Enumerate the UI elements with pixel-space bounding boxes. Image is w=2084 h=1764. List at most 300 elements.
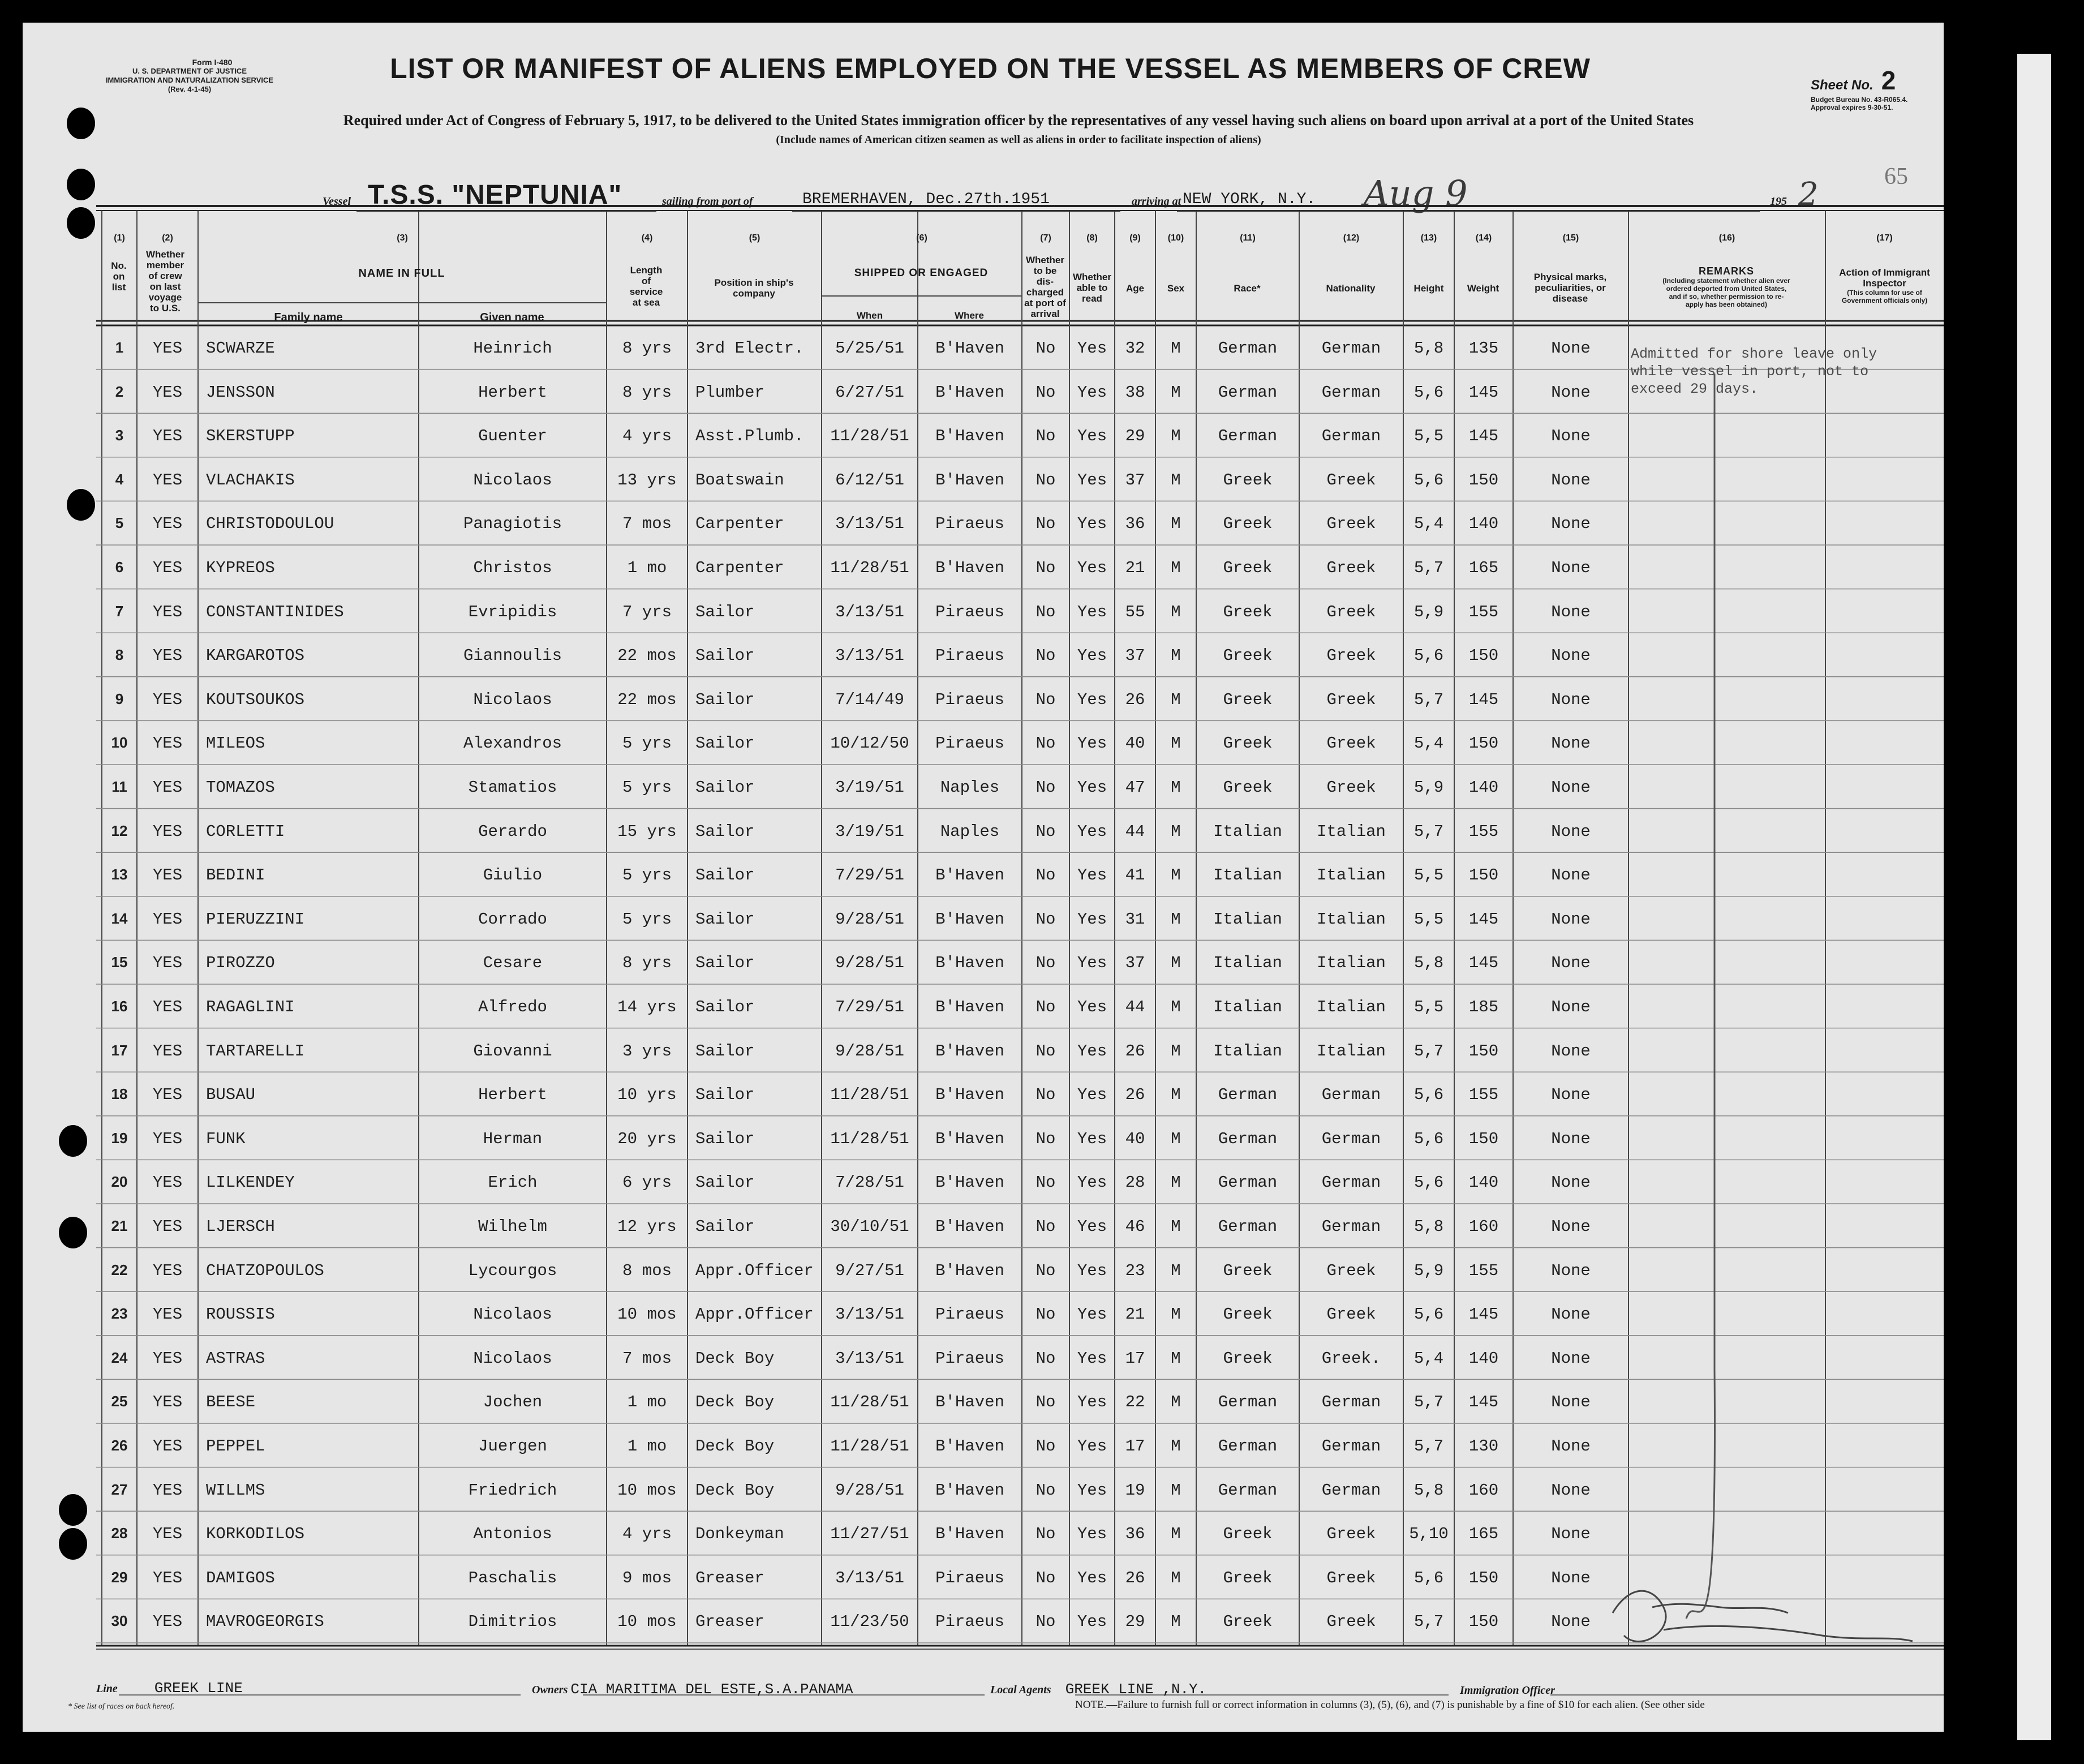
given-name: Corrado: [478, 909, 547, 929]
shipped-where: Piraeus: [935, 1568, 1004, 1587]
physical-marks: None: [1551, 1437, 1591, 1456]
age: 17: [1125, 1349, 1145, 1368]
length-of-service: 12 yrs: [617, 1217, 677, 1236]
age: 36: [1125, 514, 1145, 534]
age: 37: [1125, 470, 1145, 490]
shipped-where: Naples: [940, 822, 1000, 841]
shipped-when: 3/19/51: [835, 778, 904, 797]
age: 36: [1125, 1525, 1145, 1544]
family-name: BEESE: [206, 1393, 256, 1412]
weight: 155: [1468, 822, 1499, 841]
table-row: [23, 593, 1944, 636]
arriving-port: NEW YORK, N.Y.: [1183, 191, 1316, 208]
last-voyage: YES: [152, 866, 183, 885]
table-row: [23, 900, 1944, 943]
manifest-sheet: [23, 23, 1944, 1732]
position: Sailor: [695, 822, 755, 841]
position: Deck Boy: [695, 1480, 775, 1500]
weight: 140: [1468, 1173, 1499, 1192]
physical-marks: None: [1551, 646, 1591, 666]
height: 5,9: [1413, 602, 1444, 621]
last-voyage: YES: [152, 1085, 183, 1105]
weight: 165: [1468, 559, 1499, 577]
family-name: MAVROGEORGIS: [206, 1612, 324, 1632]
able-to-read: Yes: [1077, 470, 1107, 490]
physical-marks: None: [1551, 1349, 1591, 1368]
race: Greek: [1223, 470, 1273, 490]
shipped-where: Piraeus: [935, 1305, 1004, 1324]
given-name: Gerardo: [478, 822, 547, 841]
nationality: German: [1321, 1217, 1381, 1236]
discharged: No: [1035, 339, 1056, 358]
last-voyage: YES: [152, 514, 183, 534]
last-voyage: YES: [152, 690, 183, 709]
able-to-read: Yes: [1077, 734, 1107, 753]
last-voyage: YES: [152, 559, 183, 577]
physical-marks: None: [1551, 1305, 1591, 1324]
shipped-when: 9/28/51: [835, 1480, 904, 1500]
agents-value: GREEK LINE ,N.Y.: [1065, 1681, 1207, 1698]
shipped-when: 11/27/51: [830, 1525, 909, 1544]
race: German: [1218, 1085, 1278, 1105]
table-row: [23, 680, 1944, 723]
sex: M: [1171, 690, 1181, 709]
race: German: [1218, 427, 1278, 446]
age: 40: [1125, 1129, 1145, 1148]
weight: 150: [1468, 734, 1499, 753]
sheet-number: 2: [1881, 66, 1896, 95]
race: German: [1218, 1480, 1278, 1500]
able-to-read: Yes: [1077, 1305, 1107, 1324]
discharged: No: [1035, 1085, 1056, 1105]
height: 5,6: [1413, 1085, 1444, 1105]
able-to-read: Yes: [1077, 1349, 1107, 1368]
discharged: No: [1035, 778, 1056, 797]
position: Sailor: [695, 1173, 755, 1192]
length-of-service: 8 mos: [622, 1261, 672, 1280]
row-number: 12: [111, 822, 128, 839]
penalty-note: NOTE.—Failure to furnish full or correct information in columns (3), (5), (6), and (7) is punishable by a fine of $10 for each alien. (See other side: [1075, 1699, 1705, 1711]
arrival-date-handwritten: Aug 9: [1364, 173, 1468, 214]
last-voyage: YES: [152, 778, 183, 797]
shipped-when: 3/13/51: [835, 514, 904, 534]
column-number: (8): [1086, 233, 1098, 243]
family-name: KYPREOS: [206, 559, 275, 577]
discharged: No: [1035, 1217, 1056, 1236]
row-number: 13: [111, 866, 128, 883]
header-when: When: [856, 310, 883, 321]
length-of-service: 4 yrs: [622, 1525, 672, 1544]
discharged: No: [1035, 1568, 1056, 1587]
height: 5,4: [1413, 1349, 1444, 1368]
nationality: Greek: [1326, 514, 1376, 534]
footer-owners: [532, 1681, 853, 1698]
table-row: [23, 461, 1944, 504]
age: 26: [1125, 690, 1145, 709]
sex: M: [1171, 1568, 1181, 1587]
physical-marks: None: [1551, 734, 1591, 753]
row-number: 19: [111, 1129, 128, 1147]
shipped-where: B'Haven: [935, 559, 1004, 577]
physical-marks: None: [1551, 866, 1591, 885]
row-number: 27: [111, 1480, 128, 1498]
height: 5,6: [1413, 470, 1444, 490]
length-of-service: 1 mo: [627, 559, 667, 577]
sex: M: [1171, 1085, 1181, 1105]
position: Deck Boy: [695, 1349, 775, 1368]
able-to-read: Yes: [1077, 1217, 1107, 1236]
nationality: German: [1321, 383, 1381, 402]
last-voyage: YES: [152, 427, 183, 446]
punch-hole: [67, 489, 95, 521]
height: 5,6: [1413, 646, 1444, 666]
last-voyage: YES: [152, 1305, 183, 1324]
family-name: CONSTANTINIDES: [206, 602, 344, 621]
header-able-read: Whether able to read: [1073, 272, 1111, 304]
table-row: [23, 1295, 1944, 1338]
race: Greek: [1223, 1261, 1273, 1280]
weight: 155: [1468, 1085, 1499, 1105]
physical-marks: None: [1551, 1568, 1591, 1587]
family-name: TARTARELLI: [206, 1041, 305, 1061]
discharged: No: [1035, 822, 1056, 841]
shipped-where: Piraeus: [935, 690, 1004, 709]
arriving-label: arriving at: [1132, 195, 1181, 208]
row-number: 7: [115, 602, 124, 620]
header-weight: Weight: [1467, 283, 1499, 294]
punch-hole: [59, 1217, 87, 1248]
sex: M: [1171, 1480, 1181, 1500]
able-to-read: Yes: [1077, 1568, 1107, 1587]
age: 47: [1125, 778, 1145, 797]
shipped-where: B'Haven: [935, 1041, 1004, 1061]
discharged: No: [1035, 1261, 1056, 1280]
position: Greaser: [695, 1568, 764, 1587]
discharged: No: [1035, 1612, 1056, 1632]
shipped-when: 5/25/51: [835, 339, 904, 358]
punch-hole: [59, 1494, 87, 1526]
table-row: [23, 1251, 1944, 1294]
nationality: Greek: [1326, 690, 1376, 709]
agents-label: Local Agents: [990, 1684, 1051, 1696]
header-given-name: Given name: [480, 311, 544, 324]
race: Greek: [1223, 1568, 1273, 1587]
length-of-service: 7 yrs: [622, 602, 672, 621]
last-voyage: YES: [152, 383, 183, 402]
position: Sailor: [695, 690, 755, 709]
able-to-read: Yes: [1077, 1612, 1107, 1632]
height: 5,8: [1413, 954, 1444, 973]
subtitle: Required under Act of Congress of February 5, 1917, to be delivered to the United States immigration officer by the representatives of any vessel having such aliens on board upon arrival at a port of the United States: [343, 112, 1694, 128]
sex: M: [1171, 514, 1181, 534]
race: Greek: [1223, 1349, 1273, 1368]
position: Asst.Plumb.: [695, 427, 804, 446]
nationality: Greek: [1326, 559, 1376, 577]
sex: M: [1171, 1349, 1181, 1368]
given-name: Herbert: [478, 1085, 547, 1105]
age: 22: [1125, 1393, 1145, 1412]
given-name: Herman: [483, 1129, 543, 1148]
given-name: Herbert: [478, 383, 547, 402]
given-name: Wilhelm: [478, 1217, 547, 1236]
race: German: [1218, 1437, 1278, 1456]
length-of-service: 5 yrs: [622, 734, 672, 753]
shipped-where: B'Haven: [935, 339, 1004, 358]
budget-bureau: Budget Bureau No. 43-R065.4.: [1811, 96, 1908, 104]
height: 5,8: [1413, 1217, 1444, 1236]
table-row: [23, 1032, 1944, 1075]
row-number: 17: [111, 1041, 128, 1059]
nationality: Greek: [1326, 1612, 1376, 1632]
shipped-when: 3/13/51: [835, 1305, 904, 1324]
shipped-where: Piraeus: [935, 734, 1004, 753]
physical-marks: None: [1551, 602, 1591, 621]
physical-marks: None: [1551, 470, 1591, 490]
sex: M: [1171, 866, 1181, 885]
remarks-stamp: Admitted for shore leave only while vessel in port, not to exceed 29 days.: [1631, 346, 1877, 397]
last-voyage: YES: [152, 1480, 183, 1500]
form-number: Form I-480: [192, 58, 233, 67]
row-number: 1: [115, 339, 124, 356]
discharged: No: [1035, 1173, 1056, 1192]
table-row: [23, 1514, 1944, 1557]
discharged: No: [1035, 646, 1056, 666]
able-to-read: Yes: [1077, 909, 1107, 929]
sex: M: [1171, 602, 1181, 621]
discharged: No: [1035, 383, 1056, 402]
discharged: No: [1035, 1525, 1056, 1544]
table-row: [23, 943, 1944, 986]
able-to-read: Yes: [1077, 339, 1107, 358]
age: 23: [1125, 1261, 1145, 1280]
nationality: Greek: [1326, 470, 1376, 490]
physical-marks: None: [1551, 1393, 1591, 1412]
age: 19: [1125, 1480, 1145, 1500]
column-number: (15): [1562, 233, 1579, 243]
column-number: (14): [1475, 233, 1492, 243]
given-name: Christos: [473, 559, 552, 577]
nationality: German: [1321, 1085, 1381, 1105]
physical-marks: None: [1551, 427, 1591, 446]
discharged: No: [1035, 470, 1056, 490]
length-of-service: 13 yrs: [617, 470, 677, 490]
able-to-read: Yes: [1077, 1173, 1107, 1192]
weight: 145: [1468, 954, 1499, 973]
last-voyage: YES: [152, 1041, 183, 1061]
discharged: No: [1035, 1480, 1056, 1500]
sex: M: [1171, 470, 1181, 490]
position: Sailor: [695, 646, 755, 666]
shipped-where: B'Haven: [935, 1085, 1004, 1105]
sex: M: [1171, 646, 1181, 666]
owners-value: CIA MARITIMA DEL ESTE,S.A.PANAMA: [570, 1681, 853, 1698]
position: Sailor: [695, 778, 755, 797]
sex: M: [1171, 1393, 1181, 1412]
height: 5,9: [1413, 1261, 1444, 1280]
row-number: 4: [115, 470, 124, 488]
row-number: 9: [115, 690, 124, 707]
position: Deck Boy: [695, 1437, 775, 1456]
vessel-label: Vessel: [323, 195, 351, 208]
age: 26: [1125, 1085, 1145, 1105]
weight: 130: [1468, 1437, 1499, 1456]
race: Greek: [1223, 778, 1273, 797]
length-of-service: 1 mo: [627, 1393, 667, 1412]
height: 5,8: [1413, 339, 1444, 358]
family-name: MILEOS: [206, 734, 265, 753]
position: Sailor: [695, 734, 755, 753]
header-remarks: REMARKS (Including statement whether alien ever ordered deported from United States, and if so, whether permission to re- apply has been obtained): [1662, 265, 1790, 308]
row-number: 3: [115, 427, 124, 444]
weight: 140: [1468, 778, 1499, 797]
shipped-when: 3/13/51: [835, 602, 904, 621]
punch-hole: [67, 108, 95, 139]
position: Sailor: [695, 909, 755, 929]
family-name: CHATZOPOULOS: [206, 1261, 324, 1280]
discharged: No: [1035, 998, 1056, 1016]
shipped-where: B'Haven: [935, 383, 1004, 402]
physical-marks: None: [1551, 690, 1591, 709]
footer-line: [96, 1680, 243, 1697]
shipped-when: 30/10/51: [830, 1217, 909, 1236]
shipped-when: 11/28/51: [830, 1129, 909, 1148]
vessel-name: T.S.S. "NEPTUNIA": [368, 180, 622, 210]
shipped-when: 3/13/51: [835, 1349, 904, 1368]
position: Sailor: [695, 1129, 755, 1148]
height: 5,10: [1409, 1525, 1449, 1544]
shipped-where: Piraeus: [935, 646, 1004, 666]
header-sex: Sex: [1167, 283, 1185, 294]
table-row: [23, 1602, 1944, 1645]
family-name: CORLETTI: [206, 822, 285, 841]
shipped-where: B'Haven: [935, 1525, 1004, 1544]
position: Deck Boy: [695, 1393, 775, 1412]
able-to-read: Yes: [1077, 602, 1107, 621]
age: 21: [1125, 1305, 1145, 1324]
family-name: PIERUZZINI: [206, 909, 305, 929]
discharged: No: [1035, 1393, 1056, 1412]
footer-agents: [990, 1681, 1206, 1698]
able-to-read: Yes: [1077, 1085, 1107, 1105]
nationality: Italian: [1317, 866, 1386, 885]
able-to-read: Yes: [1077, 1480, 1107, 1500]
height: 5,6: [1413, 1568, 1444, 1587]
race: Greek: [1223, 646, 1273, 666]
sex: M: [1171, 559, 1181, 577]
row-number: 14: [111, 909, 128, 927]
row-number: 18: [111, 1085, 128, 1103]
family-name: PEPPEL: [206, 1437, 265, 1456]
length-of-service: 8 yrs: [622, 383, 672, 402]
position: 3rd Electr.: [695, 339, 804, 358]
nationality: Greek: [1326, 1261, 1376, 1280]
weight: 165: [1468, 1525, 1499, 1544]
able-to-read: Yes: [1077, 1437, 1107, 1456]
table-row: [23, 636, 1944, 679]
able-to-read: Yes: [1077, 690, 1107, 709]
physical-marks: None: [1551, 998, 1591, 1016]
shipped-where: B'Haven: [935, 998, 1004, 1016]
nationality: Greek: [1326, 778, 1376, 797]
header-physical-marks: Physical marks, peculiarities, or disease: [1533, 272, 1607, 304]
physical-marks: None: [1551, 559, 1591, 577]
given-name: Nicolaos: [473, 1349, 552, 1368]
shipped-when: 3/19/51: [835, 822, 904, 841]
physical-marks: None: [1551, 339, 1591, 358]
height: 5,5: [1413, 909, 1444, 929]
discharged: No: [1035, 1349, 1056, 1368]
header-race: Race*: [1234, 283, 1261, 294]
table-row: [23, 1471, 1944, 1514]
weight: 150: [1468, 470, 1499, 490]
able-to-read: Yes: [1077, 1261, 1107, 1280]
sex: M: [1171, 383, 1181, 402]
height: 5,6: [1413, 383, 1444, 402]
weight: 185: [1468, 998, 1499, 1016]
punch-hole: [67, 169, 95, 200]
last-voyage: YES: [152, 822, 183, 841]
length-of-service: 22 mos: [617, 690, 677, 709]
weight: 145: [1468, 690, 1499, 709]
row-number: 23: [111, 1305, 128, 1323]
column-number: (13): [1420, 233, 1437, 243]
family-name: ROUSSIS: [206, 1305, 275, 1324]
able-to-read: Yes: [1077, 646, 1107, 666]
row-number: 28: [111, 1525, 128, 1542]
shipped-when: 6/27/51: [835, 383, 904, 402]
column-number: (12): [1343, 233, 1360, 243]
shipped-when: 11/28/51: [830, 1085, 909, 1105]
sex: M: [1171, 734, 1181, 753]
table-row: [23, 504, 1944, 547]
shipped-when: 3/13/51: [835, 1568, 904, 1587]
length-of-service: 4 yrs: [622, 427, 672, 446]
table-row: [23, 1339, 1944, 1382]
race: German: [1218, 1217, 1278, 1236]
family-name: WILLMS: [206, 1480, 265, 1500]
length-of-service: 10 mos: [617, 1480, 677, 1500]
physical-marks: None: [1551, 514, 1591, 534]
able-to-read: Yes: [1077, 778, 1107, 797]
shipped-when: 11/28/51: [830, 1393, 909, 1412]
nationality: Greek: [1326, 602, 1376, 621]
sex: M: [1171, 1041, 1181, 1061]
family-name: TOMAZOS: [206, 778, 275, 797]
row-number: 29: [111, 1568, 128, 1586]
row-number: 16: [111, 998, 128, 1015]
discharged: No: [1035, 514, 1056, 534]
sex: M: [1171, 1217, 1181, 1236]
height: 5,6: [1413, 1173, 1444, 1192]
position: Carpenter: [695, 559, 784, 577]
race: Italian: [1213, 998, 1282, 1016]
department: U. S. DEPARTMENT OF JUSTICE: [132, 67, 247, 75]
column-number: (9): [1129, 233, 1141, 243]
given-name: Panagiotis: [463, 514, 562, 534]
nationality: Greek: [1326, 1305, 1376, 1324]
table-row: [23, 1207, 1944, 1250]
family-name: RAGAGLINI: [206, 998, 295, 1016]
family-name: KOUTSOUKOS: [206, 690, 305, 709]
race: Italian: [1213, 909, 1282, 929]
discharged: No: [1035, 734, 1056, 753]
age: 26: [1125, 1568, 1145, 1587]
shipped-where: B'Haven: [935, 1217, 1004, 1236]
given-name: Dimitrios: [468, 1612, 557, 1632]
row-number: 11: [111, 778, 127, 795]
race: Italian: [1213, 954, 1282, 973]
discharged: No: [1035, 559, 1056, 577]
